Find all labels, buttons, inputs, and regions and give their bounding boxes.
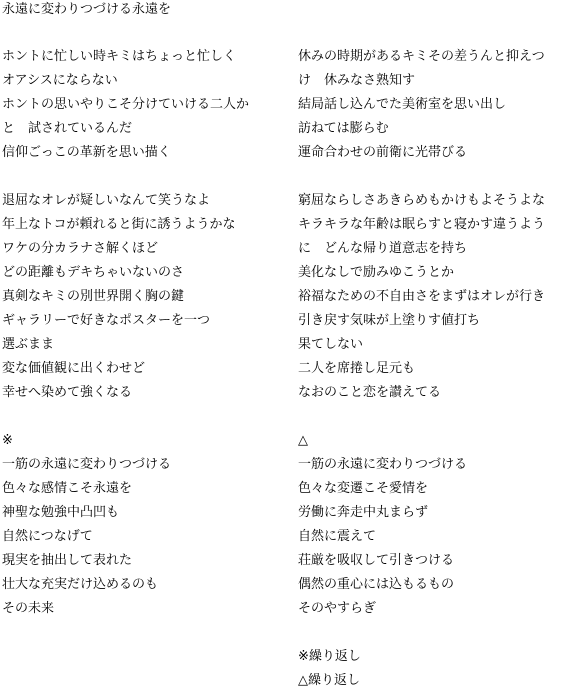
lyric-line: 真剣なキミの別世界開く胸の鍵 bbox=[2, 289, 185, 304]
lyric-line: 果てしない bbox=[298, 337, 364, 352]
lyric-line: 幸せへ染めて強くなる bbox=[2, 385, 133, 400]
lyric-line: 色々な感情こそ永遠を bbox=[2, 481, 133, 496]
lyrics-left-column bbox=[2, 45, 288, 621]
chorus-marker: △ bbox=[298, 433, 308, 448]
lyric-line: ホントに忙しい時キミはちょっと忙しく bbox=[2, 49, 237, 64]
lyric-line: け 休みなさ熟知す bbox=[298, 73, 416, 88]
lyric-line: 引き戻す気味が上塗りす値打ち bbox=[298, 313, 481, 328]
lyric-line: 自然に震えて bbox=[298, 529, 377, 544]
lyric-line: に どんな帰り道意志を持ち bbox=[298, 241, 468, 256]
stanza-gap bbox=[298, 405, 570, 429]
lyric-line: 変な価値観に出くわせど bbox=[2, 361, 146, 376]
lyric-line: 二人を席捲し足元も bbox=[298, 361, 416, 376]
lyric-line: と 試されているんだ bbox=[2, 121, 133, 136]
lyric-line: 壮大な充実だけ込めるのも bbox=[2, 577, 159, 592]
stanza-gap bbox=[298, 165, 570, 189]
lyrics-title: 永遠に変わりつづける永遠を bbox=[2, 2, 172, 17]
stanza-gap bbox=[2, 405, 288, 429]
lyric-line: 訪ねては膨らむ bbox=[298, 121, 389, 136]
lyric-line: オアシスにならない bbox=[2, 73, 118, 88]
lyric-line: ワケの分カラナさ解くほど bbox=[2, 241, 159, 256]
lyrics-right-column bbox=[298, 45, 570, 693]
lyric-line: どの距離もデキちゃいないのさ bbox=[2, 265, 185, 280]
stanza-gap bbox=[2, 165, 288, 189]
stanza-gap bbox=[298, 621, 570, 645]
lyric-line: ホントの思いやりこそ分けていける二人か bbox=[2, 97, 250, 112]
lyric-line: 色々な変遷こそ愛情を bbox=[298, 481, 429, 496]
lyric-line: 神聖な勉強中凸凹も bbox=[2, 505, 120, 520]
lyric-line: 休みの時期があるキミその差うんと抑えつ bbox=[298, 49, 545, 64]
lyric-line: 自然につなげて bbox=[2, 529, 93, 544]
lyric-line: 現実を抽出して表れた bbox=[2, 553, 133, 568]
lyric-line: 年上なトコが頼れると街に誘うようかな bbox=[2, 217, 236, 232]
chorus-marker: ※ bbox=[2, 433, 13, 448]
lyric-line: 荘厳を吸収して引きつける bbox=[298, 553, 455, 568]
lyric-line: 運命合わせの前衛に光帯びる bbox=[298, 145, 468, 160]
lyric-line: 一筋の永遠に変わりつづける bbox=[2, 457, 172, 472]
lyric-line: 一筋の永遠に変わりつづける bbox=[298, 457, 468, 472]
lyric-line: キラキラな年齢は眠らすと寝かす違うよう bbox=[298, 217, 546, 232]
lyric-line: 偶然の重心には込もるもの bbox=[298, 577, 455, 592]
lyric-line: 結局話し込んでた美術室を思い出し bbox=[298, 97, 507, 112]
lyric-line: その未来 bbox=[2, 601, 55, 616]
lyric-line: 窮屈ならしさあきらめもかけもよそうよな bbox=[298, 193, 546, 208]
lyric-line: そのやすらぎ bbox=[298, 601, 377, 616]
lyric-line: 労働に奔走中丸まらず bbox=[298, 505, 429, 520]
lyric-line: ギャラリーで好きなポスターを一つ bbox=[2, 313, 211, 328]
lyric-line: 退屈なオレが疑しいなんて笑うなよ bbox=[2, 193, 211, 208]
lyric-line: 選ぶまま bbox=[2, 337, 55, 352]
repeat-note: ※繰り返し bbox=[298, 649, 361, 664]
lyric-line: 美化なしで励みゆこうとか bbox=[298, 265, 455, 280]
repeat-note: △繰り返し bbox=[298, 673, 360, 688]
lyric-line: なおのこと恋を讃えてる bbox=[298, 385, 442, 400]
lyric-line: 裕福なための不自由さをまずはオレが行き bbox=[298, 289, 546, 304]
lyric-line: 信仰ごっこの革新を思い描く bbox=[2, 145, 171, 160]
